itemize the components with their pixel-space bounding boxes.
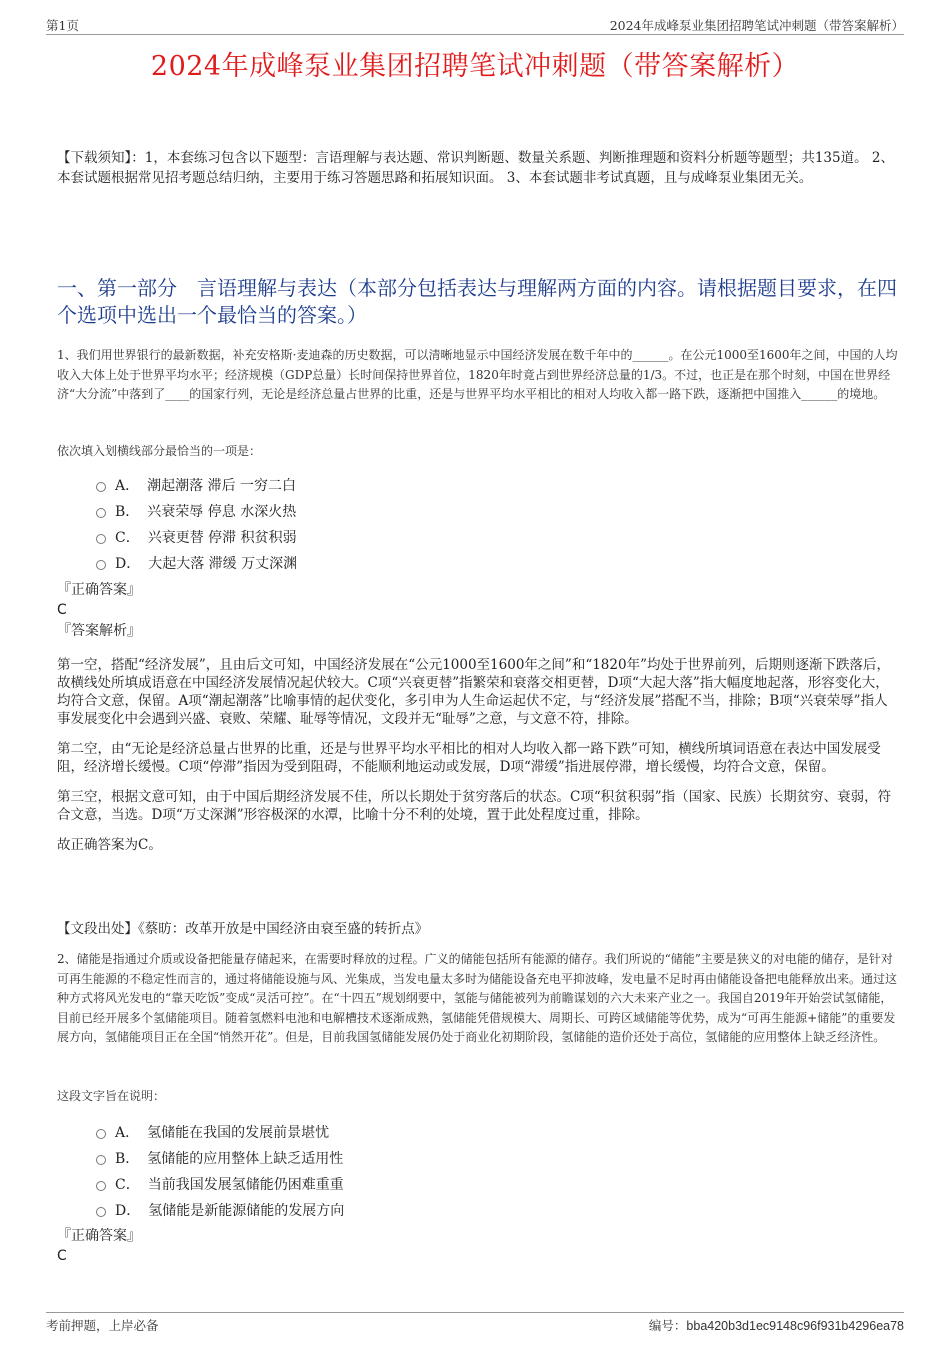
q2-option-d[interactable]: D． 氢储能是新能源储能的发展方向 [96, 1197, 344, 1223]
option-text: 兴衰更替 停滞 积贫积弱 [147, 530, 297, 546]
question-1-text: 1、我们用世界银行的最新数据，补充安格斯·麦迪森的历史数据，可以清晰地显示中国经济发展在数千年中的______。在公元1000至1600年之间，中国的人均收入大体上处于世界平均水平；经济规模（GDP总量）长时间保持世界首位，1820年时竟占到世界经济总量的1/3。不过，也正是在那个时刻，中国在世界经济“大分流”中落到了____的国家行列，无论是经济总量占世界的比重，还是与世界平均水平相比的相对人均收入都一路下跌，逐渐把中国推入______的境地。 [57, 348, 898, 401]
q1-source: 【文段出处】《蔡昉：改革开放是中国经济由衰至盛的转折点》 [57, 921, 429, 937]
header-doc-title: 2024年成峰泵业集团招聘笔试冲刺题（带答案解析） [609, 18, 904, 33]
page-footer [46, 1312, 904, 1333]
option-text: 氢储能的应用整体上缺乏适用性 [147, 1151, 344, 1167]
q1-analysis [57, 656, 898, 866]
analysis-paragraph: 第一空，搭配“经济发展”，且由后文可知，中国经济发展在“公元1000至1600年之间”和“1820年”均处于世界前列，后期则逐渐下跌落后，故横线处所填成语意在中国经济发展情况起伏较大。C项“兴衰更替”指繁荣和衰落交相更替，D项“大起大落”指大幅度地起落，形容变化大，均符合文意，保留。A项“潮起潮落”比喻事情的起伏变化，多引申为人生命运起伏不定，与“经济发展”搭配不当，排除；B项“兴衰荣辱”指人事发展变化中会遇到兴盛、衰败、荣耀、耻辱等情况，文段并无“耻辱”之意，与文意不符，排除。 [57, 657, 890, 727]
option-text: 兴衰荣辱 停息 水深火热 [147, 504, 297, 520]
radio-icon[interactable] [96, 1129, 106, 1139]
section-heading: 一、第一部分 言语理解与表达（本部分包括表达与理解两方面的内容。请根据题目要求，在四个选项中选出一个最恰当的答案。） [57, 276, 897, 327]
q2-answer-label: 『正确答案』 [57, 1228, 141, 1244]
footer-code: 编号：bba420b3d1ec9148c96f931b4296ea78 [648, 1318, 904, 1333]
document-title: 2024年成峰泵业集团招聘笔试冲刺题（带答案解析） [150, 51, 800, 82]
option-text: 当前我国发展氢储能仍困难重重 [147, 1177, 344, 1193]
analysis-paragraph: 第二空，由“无论是经济总量占世界的比重，还是与世界平均水平相比的相对人均收入都一路下跌”可知，横线所填词语意在表达中国发展受阻，经济增长缓慢。C项“停滞”指因为受到阻碍，不能顺利地运动或发展，D项“滞缓”指进展停滞，增长缓慢，均符合文意，保留。 [57, 741, 881, 775]
q2-option-c[interactable]: C． 当前我国发展氢储能仍困难重重 [96, 1171, 344, 1197]
option-text: 潮起潮落 滞后 一穷二白 [147, 478, 297, 494]
radio-icon[interactable] [96, 1207, 106, 1217]
option-text: 大起大落 滞缓 万丈深渊 [148, 556, 298, 572]
question-2-text: 2、储能是指通过介质或设备把能量存储起来，在需要时释放的过程。广义的储能包括所有能源的储存。我们所说的“储能”主要是狭义的对电能的储存，是针对可再生能源的不稳定性而言的，通过将储能设施与风、光集成，当发电量太多时为储能设备充电平抑波峰，发电量不足时再由储能设备把电能释放出来。通过这种方式将风光发电的“靠天吃饭”变成“灵活可控”。在“十四五”规划纲要中，氢能与储能被列为前瞻谋划的六大未来产业之一。我国自2019年开始尝试氢储能，目前已经开展多个氢储能项目。随着氢燃料电池和电解槽技术逐渐成熟，氢储能凭借规模大、周期长、可跨区域储能等优势，成为“可再生能源+储能”的重要发展方向，氢储能项目正在全国“悄然开花”。但是，目前我国氢储能发展仍处于商业化初期阶段，氢储能的造价还处于高位，氢储能的应用整体上缺乏经济性。 [57, 952, 898, 1044]
page-header [46, 14, 904, 35]
q1-answer: C [57, 602, 67, 618]
q1-option-d[interactable]: D． 大起大落 滞缓 万丈深渊 [96, 550, 297, 576]
q1-answer-label: 『正确答案』 [57, 582, 141, 598]
analysis-paragraph: 第三空，根据文意可知，由于中国后期经济发展不佳，所以长期处于贫穷落后的状态。C项“积贫积弱”指（国家、民族）长期贫穷、衰弱，符合文意，当选。D项“万丈深渊”形容极深的水潭，比喻十分不利的处境，置于此处程度过重，排除。 [57, 789, 892, 823]
question-2-options [96, 1119, 344, 1223]
q2-option-b[interactable]: B． 氢储能的应用整体上缺乏适用性 [96, 1145, 344, 1171]
question-1-prompt: 依次填入划横线部分最恰当的一项是： [57, 444, 262, 458]
radio-icon[interactable] [96, 1155, 106, 1165]
analysis-paragraph: 故正确答案为C。 [57, 837, 162, 853]
option-text: 氢储能在我国的发展前景堪忧 [147, 1125, 330, 1141]
radio-icon[interactable] [96, 560, 106, 570]
download-notice: 【下载须知】：1，本套练习包含以下题型：言语理解与表达题、常识判断题、数量关系题、判断推理题和资料分析题等题型；共135道。 2、本套试题根据常见招考题总结归纳，主要用于练习答题思路和拓展知识面。 3、本套试题非考试真题，且与成峰泵业集团无关。 [57, 150, 894, 186]
option-text: 氢储能是新能源储能的发展方向 [148, 1203, 345, 1219]
footer-slogan: 考前押题，上岸必备 [46, 1318, 159, 1333]
q1-option-c[interactable]: C． 兴衰更替 停滞 积贫积弱 [96, 524, 297, 550]
radio-icon[interactable] [96, 508, 106, 518]
question-1-options [96, 472, 297, 576]
q1-option-a[interactable]: A． 潮起潮落 滞后 一穷二白 [96, 472, 297, 498]
q2-option-a[interactable]: A． 氢储能在我国的发展前景堪忧 [96, 1119, 344, 1145]
q1-option-b[interactable]: B． 兴衰荣辱 停息 水深火热 [96, 498, 297, 524]
page-number: 第1页 [46, 18, 79, 33]
q2-answer: C [57, 1248, 67, 1264]
radio-icon[interactable] [96, 534, 106, 544]
radio-icon[interactable] [96, 1181, 106, 1191]
q1-analysis-label: 『答案解析』 [57, 623, 141, 639]
radio-icon[interactable] [96, 482, 106, 492]
question-2-prompt: 这段文字旨在说明： [57, 1089, 166, 1103]
